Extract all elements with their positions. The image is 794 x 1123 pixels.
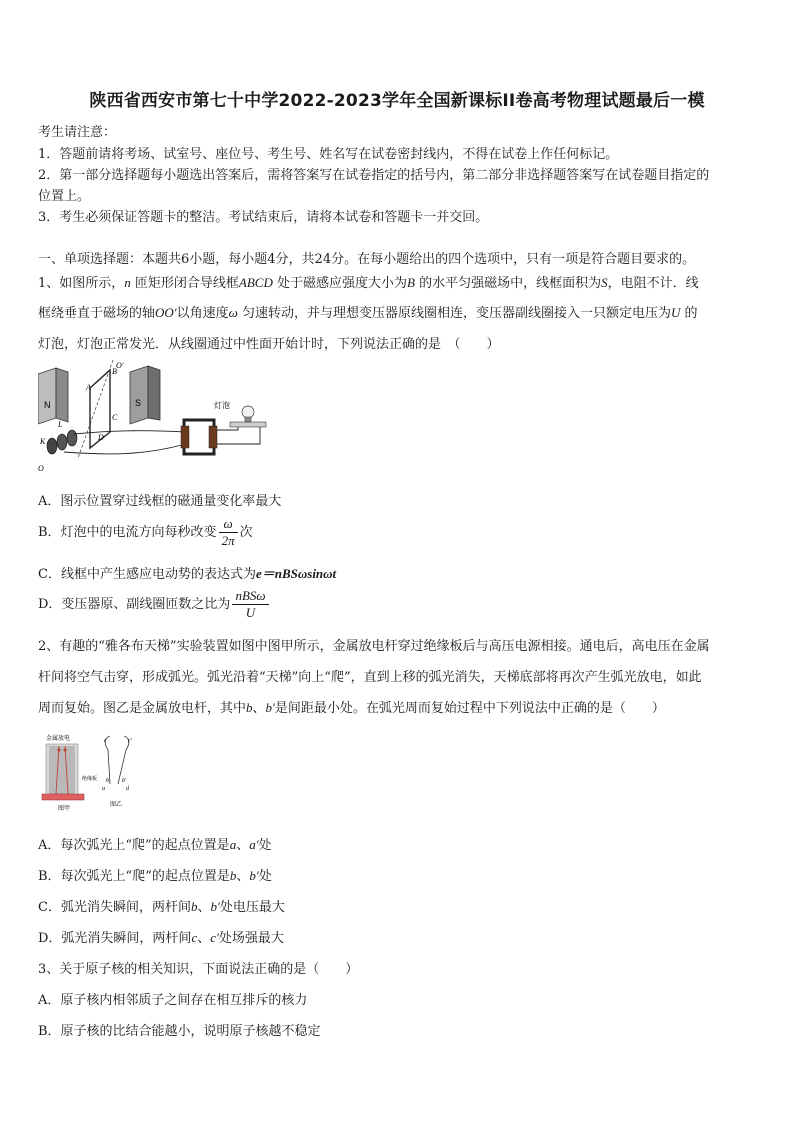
rod-label: 金属放电 xyxy=(46,735,71,742)
svg-text:c: c xyxy=(104,738,107,744)
q2-stem-line-2: 杆间将空气击穿，形成弧光。弧光沿着“天梯”向上“爬”，直到上移的弧光消失，天梯底部将再次产生弧光放电，如此 xyxy=(38,670,702,685)
notice-item-1: 1．答题前请将考场、试室号、座位号、考生号、姓名写在试卷密封线内，不得在试卷上作任何标记。 xyxy=(38,147,619,162)
generator-transformer-figure xyxy=(38,360,268,475)
label-b: B xyxy=(112,367,117,376)
label-l: L xyxy=(58,420,63,429)
label-d: D xyxy=(98,433,104,442)
plate-label: 绝缘板 xyxy=(82,776,98,782)
notice-item-2-cont: 位置上。 xyxy=(38,189,91,204)
q2-option-b: B．每次弧光上“爬”的起点位置是b、b′处 xyxy=(38,868,272,884)
magnet-s-label: S xyxy=(135,398,142,408)
svg-text:c′: c′ xyxy=(128,738,132,744)
label-o-prime: O′ xyxy=(116,361,124,370)
fig-jia-label: 图甲 xyxy=(58,805,71,812)
q1-option-c: C．线框中产生感应电动势的表达式为e＝nBSωsinωt xyxy=(38,566,337,582)
q1-stem-line-1: 1、如图所示，n 匝矩形闭合导线框ABCD 处于磁感应强度大小为B 的水平匀强磁场中，线框面积为S，电阻不计．线 xyxy=(38,275,699,291)
svg-text:b′: b′ xyxy=(122,778,127,784)
label-c: C xyxy=(112,413,118,422)
notice-item-3: 3．考生必须保证答题卡的整洁。考试结束后，请将本试卷和答题卡一并交回。 xyxy=(38,210,489,225)
q1-stem-line-3: 灯泡，灯泡正常发光．从线圈通过中性面开始计时，下列说法正确的是 （ ） xyxy=(38,337,500,352)
q2-stem-line-3: 周而复始。图乙是金属放电杆，其中b、b′是间距最小处。在弧光周而复始过程中下列说法中正确的是（ ） xyxy=(38,700,665,716)
q1-option-b: B．灯泡中的电流方向每秒改变 $\frac{\omega}{2\pi}$ 次 xyxy=(38,516,253,548)
label-k: K xyxy=(40,437,46,446)
svg-text:a: a xyxy=(102,786,105,792)
svg-text:d: d xyxy=(126,786,129,792)
q1-option-b-fraction: $\frac{\omega}{2\pi}$ xyxy=(219,516,238,549)
svg-text:b: b xyxy=(106,778,109,784)
q3-option-a: A．原子核内相邻质子之间存在相互排斥的核力 xyxy=(38,993,308,1008)
fig-yi-label: 图乙 xyxy=(110,801,123,808)
notice-item-2: 2．第一部分选择题每小题选出答案后，需将答案写在试卷指定的括号内，第二部分非选择题答案写在试卷题目指定的 xyxy=(38,168,710,183)
q2-option-a: A．每次弧光上“爬”的起点位置是a、a′处 xyxy=(38,837,272,853)
section-heading: 一、单项选择题：本题共6小题，每小题4分，共24分。在每小题给出的四个选项中，只有一项是符合题目要求的。 xyxy=(38,252,696,267)
lamp-label: 灯泡 xyxy=(214,401,230,410)
notice-heading: 考生请注意： xyxy=(38,125,117,140)
q3-stem: 3、关于原子核的相关知识，下面说法正确的是（ ） xyxy=(38,962,359,977)
magnet-n-label: N xyxy=(44,400,51,410)
jacobs-ladder-figure xyxy=(38,732,158,812)
exam-title: 陕西省西安市第七十中学2022-2023学年全国新课标II卷高考物理试题最后一模 xyxy=(89,91,705,111)
q3-option-b: B．原子核的比结合能越小，说明原子核越不稳定 xyxy=(38,1024,321,1039)
q2-stem-line-1: 2、有趣的“雅各布天梯”实验装置如图中图甲所示，金属放电杆穿过绝缘板后与高压电源相接。通电后，高电压在金属 xyxy=(38,639,710,654)
q1-option-d-fraction: $\frac{\text{nBSω}}{U}$ xyxy=(232,588,268,621)
q2-option-d: D．弧光消失瞬间，两杆间c、c′处场强最大 xyxy=(38,930,284,946)
q1-option-d: D．变压器原、副线圈匝数之比为 $\frac{\text{nBSω}}{U}$ xyxy=(38,588,271,621)
q1-stem-line-2: 框绕垂直于磁场的轴OO′以角速度ω 匀速转动，并与理想变压器原线圈相连，变压器副线圈接入一只额定电压为U 的 xyxy=(38,305,698,321)
q2-option-c: C．弧光消失瞬间，两杆间b、b′处电压最大 xyxy=(38,899,285,915)
q1-option-a: A．图示位置穿过线框的磁通量变化率最大 xyxy=(38,494,282,509)
label-a: A xyxy=(86,383,91,392)
label-o: O xyxy=(38,464,44,473)
